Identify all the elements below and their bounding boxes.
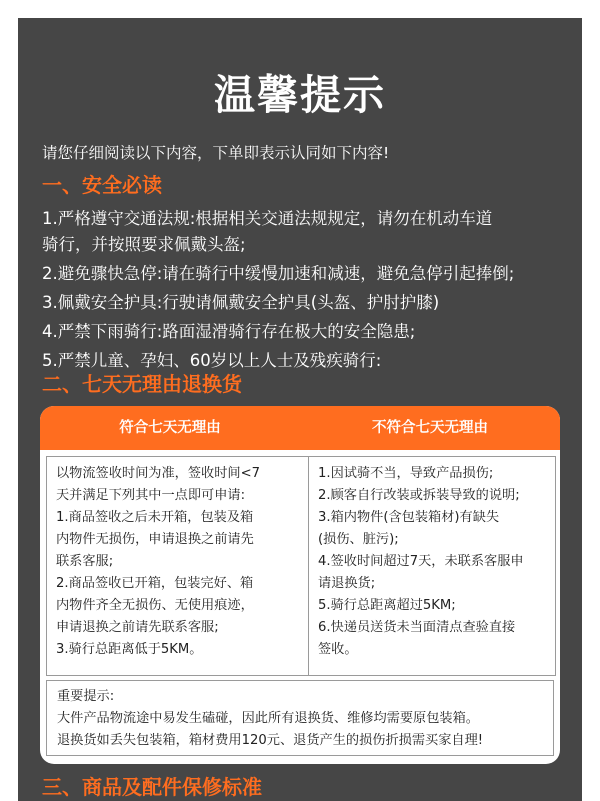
- safety-line: 1.严格遵守交通法规:根据相关交通法规规定，请勿在机动车道: [42, 209, 493, 228]
- condition-line: 6.快递员送货未当面清点查验直接: [318, 620, 516, 635]
- condition-line: 内物件无损伤，申请退换之前请先: [56, 532, 254, 547]
- condition-line: 1.商品签收之后未开箱，包装及箱: [56, 510, 254, 525]
- condition-line: 5.骑行总距离超过5KM;: [318, 598, 456, 613]
- condition-line: 1.因试骑不当，导致产品损伤;: [318, 466, 494, 481]
- notice-panel: [18, 18, 582, 801]
- safety-line: 骑行，并按照要求佩戴头盔;: [42, 235, 246, 254]
- returns-table-header: [40, 406, 560, 450]
- section-returns-heading: 二、七天无理由退换货: [42, 372, 242, 396]
- intro-text: 请您仔细阅读以下内容，下单即表示认同如下内容!: [42, 144, 390, 162]
- ineligible-column-header: 不符合七天无理由: [372, 420, 488, 436]
- returns-policy-card: [40, 406, 560, 764]
- condition-line: 申请退换之前请先联系客服;: [56, 620, 219, 635]
- condition-line: 签收。: [318, 642, 358, 657]
- condition-line: 2.顾客自行改装或拆装导致的说明;: [318, 488, 520, 503]
- condition-line: 3.骑行总距离低于5KM。: [56, 642, 203, 657]
- condition-line: (损伤、脏污);: [318, 532, 399, 547]
- condition-line: 请退换货;: [318, 576, 376, 591]
- ineligible-conditions: [309, 457, 555, 675]
- returns-table-body: [46, 456, 556, 676]
- safety-line: 3.佩戴安全护具:行驶请佩戴安全护具(头盔、护肘护膝): [42, 293, 440, 312]
- section-warranty-heading: 三、商品及配件保修标准: [42, 775, 262, 799]
- note-line: 大件产品物流途中易发生磕碰，因此所有退换货、维修均需要原包装箱。: [57, 711, 479, 726]
- safety-list: [42, 206, 562, 374]
- note-title: 重要提示:: [57, 689, 115, 704]
- safety-line: 2.避免骤快急停:请在骑行中缓慢加速和减速，避免急停引起捧倒;: [42, 264, 515, 283]
- condition-line: 内物件齐全无损伤、无使用痕迹，: [56, 598, 254, 613]
- condition-line: 联系客服;: [56, 554, 114, 569]
- condition-line: 3.箱内物件(含包装箱材)有缺失: [318, 510, 500, 525]
- condition-line: 天并满足下列其中一点即可申请:: [56, 488, 246, 503]
- note-line: 退换货如丢失包装箱，箱材费用120元、退货产生的损伤折损需买家自理!: [57, 733, 484, 748]
- eligible-column-header: 符合七天无理由: [119, 420, 221, 436]
- condition-line: 4.签收时间超过7天，未联系客服申: [318, 554, 524, 569]
- eligible-conditions: [47, 457, 309, 675]
- safety-line: 5.严禁儿童、孕妇、60岁以上人士及残疾骑行:: [42, 351, 382, 370]
- page-title: 温馨提示: [214, 71, 386, 119]
- condition-line: 以物流签收时间为准，签收时间<7: [56, 466, 261, 481]
- section-safety-heading: 一、安全必读: [42, 173, 162, 197]
- safety-line: 4.严禁下雨骑行:路面湿滑骑行存在极大的安全隐患;: [42, 322, 416, 341]
- important-note: [46, 680, 554, 756]
- condition-line: 2.商品签收已开箱，包装完好、箱: [56, 576, 254, 591]
